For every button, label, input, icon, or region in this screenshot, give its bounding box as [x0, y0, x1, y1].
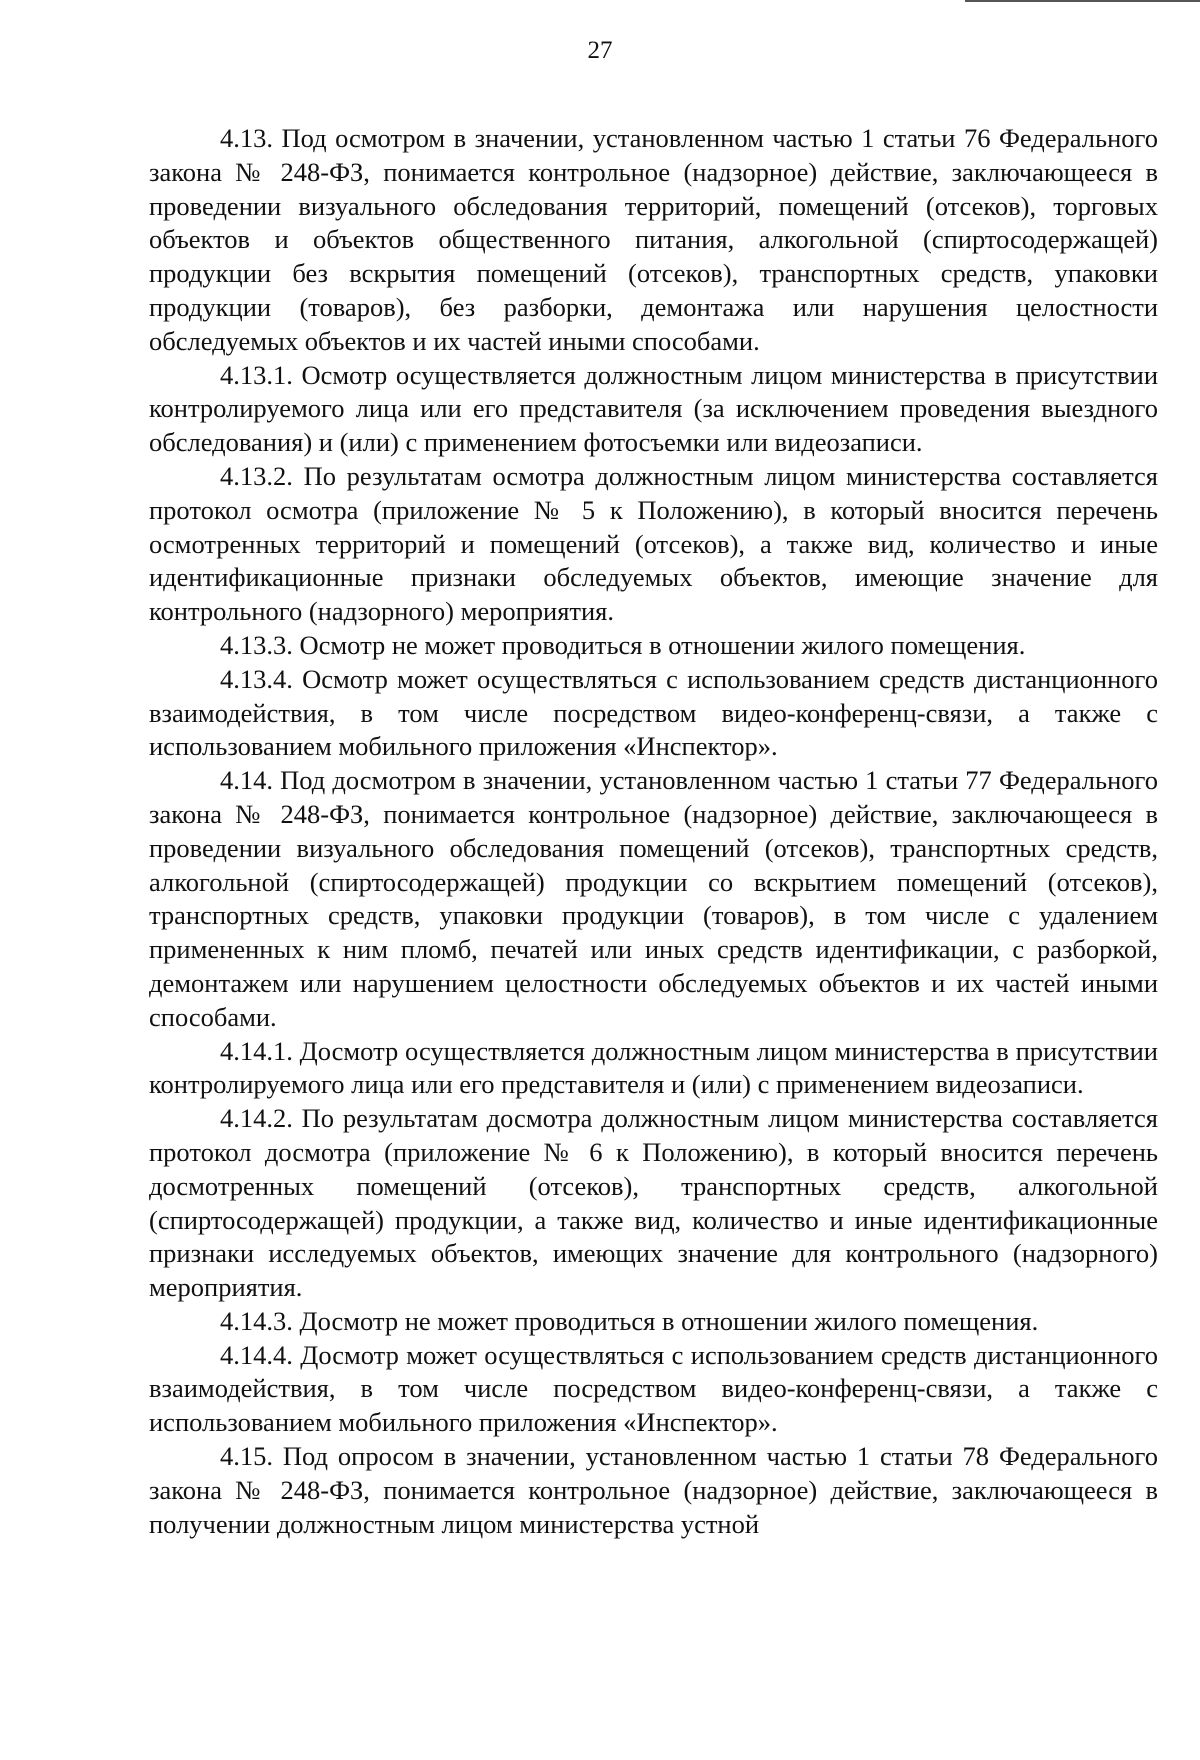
paragraph-4-13: 4.13. Под осмотром в значении, установленном частью 1 статьи 76 Федерального закона № 248-ФЗ, понимается контрольное (надзорное) действие, заключающееся в проведении визуального обследования территорий, помещений (отсеков), торговых объектов и объектов общественного питания, алкогольной (спиртосодержащей) продукции без вскрытия помещений (отсеков), транспортных средств, упаковки продукции (товаров), без разборки, демонтажа или нарушения целостности обследуемых объектов и их частей иными способами.: [149, 123, 1158, 356]
document-body: [149, 122, 1158, 1541]
paragraph-4-13-3: 4.13.3. Осмотр не может проводиться в отношении жилого помещения.: [220, 629, 1026, 660]
paragraph-4-13-1: 4.13.1. Осмотр осуществляется должностным лицом министерства в присутствии контролируемого лица или его представителя (за исключением проведения выездного обследования) и (или) с применением фотосъемки или видеозаписи.: [149, 359, 1158, 458]
paragraph-4-14-2: 4.14.2. По результатам досмотра должностным лицом министерства составляется протокол досмотра (приложение № 6 к Положению), в который вносится перечень досмотренных помещений (отсеков), транспортных средств, алкогольной (спиртосодержащей) продукции, а также вид, количество и иные идентификационные признаки исследуемых объектов, имеющих значение для контрольного (надзорного) мероприятия.: [149, 1103, 1158, 1303]
paragraph-4-13-2: 4.13.2. По результатам осмотра должностным лицом министерства составляется протокол осмотра (приложение № 5 к Положению), в который вносится перечень осмотренных территорий и помещений (отсеков), а также вид, количество и иные идентификационные признаки обследуемых объектов, имеющие значение для контрольного (надзорного) мероприятия.: [149, 460, 1158, 627]
top-edge-line: [965, 0, 1200, 2]
paragraph-4-14: 4.14. Под досмотром в значении, установленном частью 1 статьи 77 Федерального закона № 248-ФЗ, понимается контрольное (надзорное) действие, заключающееся в проведении визуального обследования помещений (отсеков), транспортных средств, алкогольной (спиртосодержащей) продукции со вскрытием помещений (отсеков), транспортных средств, упаковки продукции (товаров), в том числе с удалением примененных к ним пломб, печатей или иных средств идентификации, с разборкой, демонтажем или нарушением целостности обследуемых объектов и их частей иными способами.: [149, 765, 1158, 1032]
paragraph-4-14-4: 4.14.4. Досмотр может осуществляться с использованием средств дистанционного взаимодействия, в том числе посредством видео-конференц-связи, а также с использованием мобильного приложения «Инспектор».: [149, 1339, 1158, 1438]
paragraph-4-15: 4.15. Под опросом в значении, установленном частью 1 статьи 78 Федерального закона № 248-ФЗ, понимается контрольное (надзорное) действие, заключающееся в получении должностным лицом министерства устной: [149, 1441, 1158, 1539]
paragraph-4-13-4: 4.13.4. Осмотр может осуществляться с использованием средств дистанционного взаимодействия, в том числе посредством видео-конференц-связи, а также с использованием мобильного приложения «Инспектор».: [149, 663, 1158, 762]
paragraph-4-14-1: 4.14.1. Досмотр осуществляется должностным лицом министерства в присутствии контролируемого лица или его представителя и (или) с применением видеозаписи.: [149, 1035, 1158, 1100]
page-number: 27: [587, 37, 613, 64]
paragraph-4-14-3: 4.14.3. Досмотр не может проводиться в отношении жилого помещения.: [220, 1305, 1039, 1336]
